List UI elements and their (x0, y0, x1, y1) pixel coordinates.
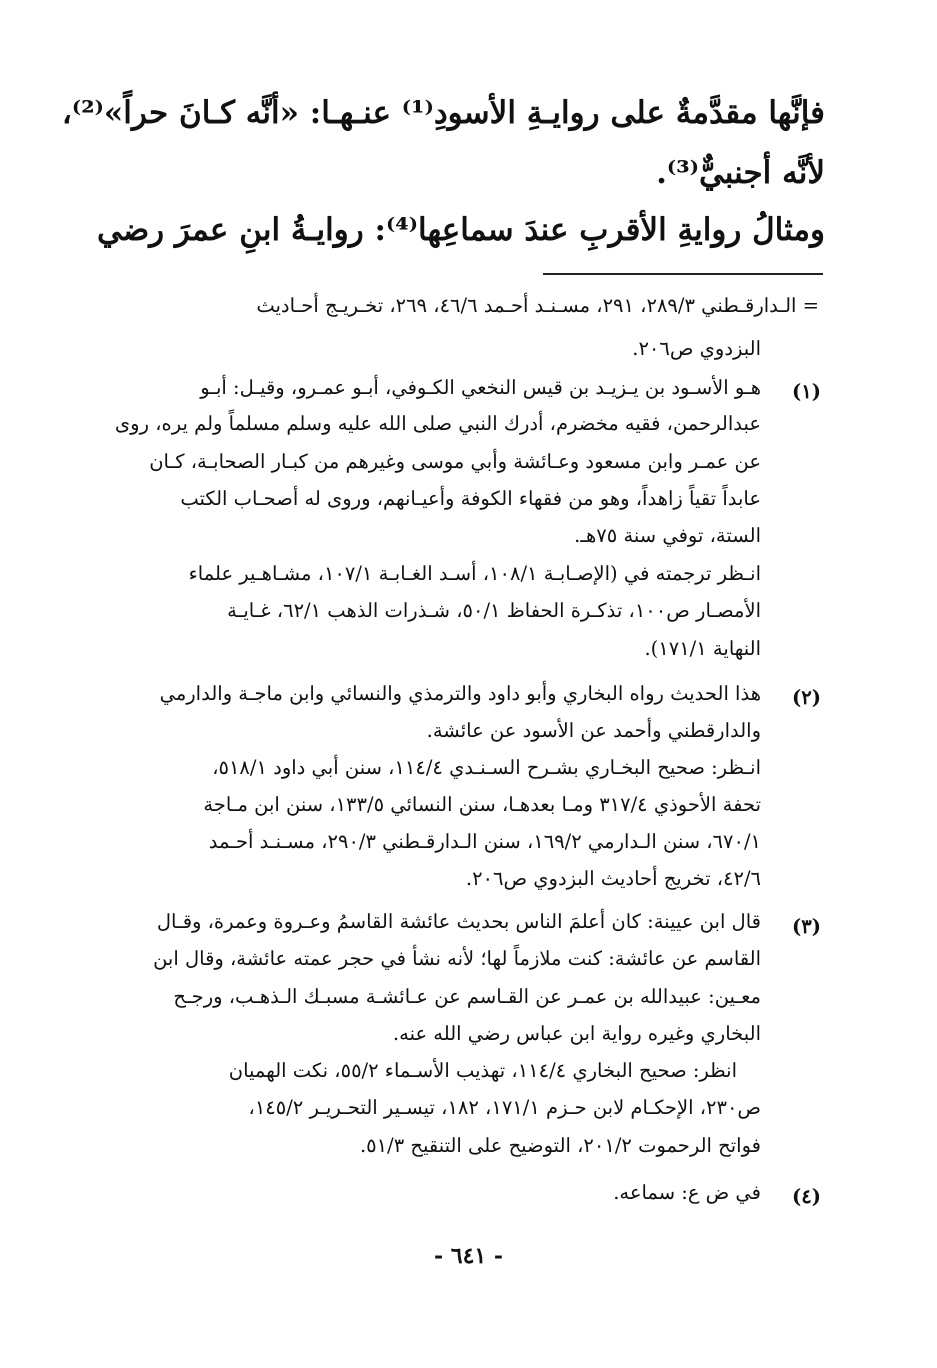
footnote-separator (543, 273, 823, 275)
main-text-line-1: فإنَّها مقدَّمةٌ على روايـةِ الأسودِ⁽¹⁾ عنـهـا: «أنَّه كـانَ حراً»⁽²⁾، (61, 95, 825, 131)
footnote-1-line: الأمصـار ص١٠٠، تذكـرة الحفاظ ٥٠/١، شـذرات الذهب ٦٢/١، غـايـة (227, 599, 761, 622)
page-number: - ٦٤١ - (433, 1243, 504, 1269)
footnote-1-line: عن عمـر وابن مسعود وعـائشة وأبي موسى وغيرهم من كبـار الصحابـة، كـان (149, 450, 761, 473)
main-text-line-3: ومثالُ روايةِ الأقربِ عندَ سماعِها⁽⁴⁾: روايـةُ ابنِ عمرَ رضي (96, 212, 825, 248)
footnote-3-line: القاسم عن عائشة: كنت ملازماً لها؛ لأنه نشأ في حجر عمته عائشة، وقال ابن (153, 947, 761, 970)
footnote-3-line: فواتح الرحموت ٢٠١/٢، التوضيح على التنقيح ٥١/٣. (359, 1134, 761, 1157)
footnote-2-line: ٦٧٠/١، سنن الـدارمي ١٦٩/٢، سنن الـدارقـطني ٢٩٠/٣، مسـنـد أحـمد (208, 830, 761, 853)
footnote-3-line: انظر: صحيح البخاري ١١٤/٤، تهذيب الأسـماء ٥٥/٢، نكت الهميان (228, 1059, 737, 1082)
footnote-2-line: والدارقطني وأحمد عن الأسود عن عائشة. (426, 719, 761, 742)
footnote-1-line: الستة، توفي سنة ٧٥هـ. (574, 524, 761, 547)
footnote-3-line: قال ابن عيينة: كان أعلمَ الناس بحديث عائشة القاسمُ وعـروة وعمرة، وقـال (156, 910, 761, 933)
footnote-3-line: معـين: عبيدالله بن عمـر عن القـاسم عن عـائشـة مسبـك الـذهـب، ورجـح (173, 985, 761, 1008)
footnote-3-line: ص٢٣٠، الإحكـام لابن حـزم ١٧١/١، ١٨٢، تيسـير التحـريـر ١٤٥/٢، (248, 1096, 761, 1119)
footnote-1-line: عبدالرحمن، فقيه مخضرم، أدرك النبي صلى الله عليه وسلم مسلماً ولم يره، روى (114, 412, 761, 435)
footnote-1-line: النهاية ١٧١/١). (644, 637, 761, 660)
footnote-2-line: هذا الحديث رواه البخاري وأبو داود والترمذي والنسائي وابن ماجـة والدارمي (159, 682, 761, 705)
footnote-1-line: عابداً تقياً زاهداً، وهو من فقهاء الكوفة وأعيـانهم، وروى له أصحـاب الكتب (180, 487, 761, 510)
footnote-1-number: (١) (792, 380, 821, 403)
footnote-2-line: تحفة الأحوذي ٣١٧/٤ ومـا بعدهـا، سنن النسائي ١٣٣/٥، سنن ابن مـاجة (203, 793, 761, 816)
footnote-4-line: في ض ع: سماعه. (613, 1181, 761, 1204)
footnote-continuation-line: البزدوي ص٢٠٦. (632, 337, 761, 360)
footnote-2-line: ٤٢/٦، تخريج أحاديث البزدوي ص٢٠٦. (465, 867, 761, 890)
footnote-4-number: (٤) (792, 1185, 821, 1208)
footnote-3-line: البخاري وغيره رواية ابن عباس رضي الله عنه. (392, 1022, 761, 1045)
main-text-line-2: لأنَّه أجنبيٌّ⁽³⁾. (656, 155, 825, 191)
footnote-3-number: (٣) (792, 915, 821, 938)
footnote-2-line: انـظر: صحيح البخـاري بشـرح السـنـدي ١١٤/٤، سنن أبي داود ٥١٨/١، (212, 756, 761, 779)
footnote-2-number: (٢) (792, 686, 821, 709)
footnote-1-line: انـظر ترجمته في (الإصـابـة ١٠٨/١، أسـد الغـابـة ١٠٧/١، مشـاهـير علماء (188, 562, 761, 585)
footnote-1-line: هـو الأسـود بن يـزيـد بن قيس النخعي الكـوفي، أبـو عمـرو، وقيـل: أبـو (200, 376, 761, 399)
footnote-continuation-line: = الـدارقـطني ٢٨٩/٣، ٢٩١، مسـنـد أحـمد ٤٦/٦، ٢٦٩، تخـريـج أحـاديث (256, 294, 819, 317)
